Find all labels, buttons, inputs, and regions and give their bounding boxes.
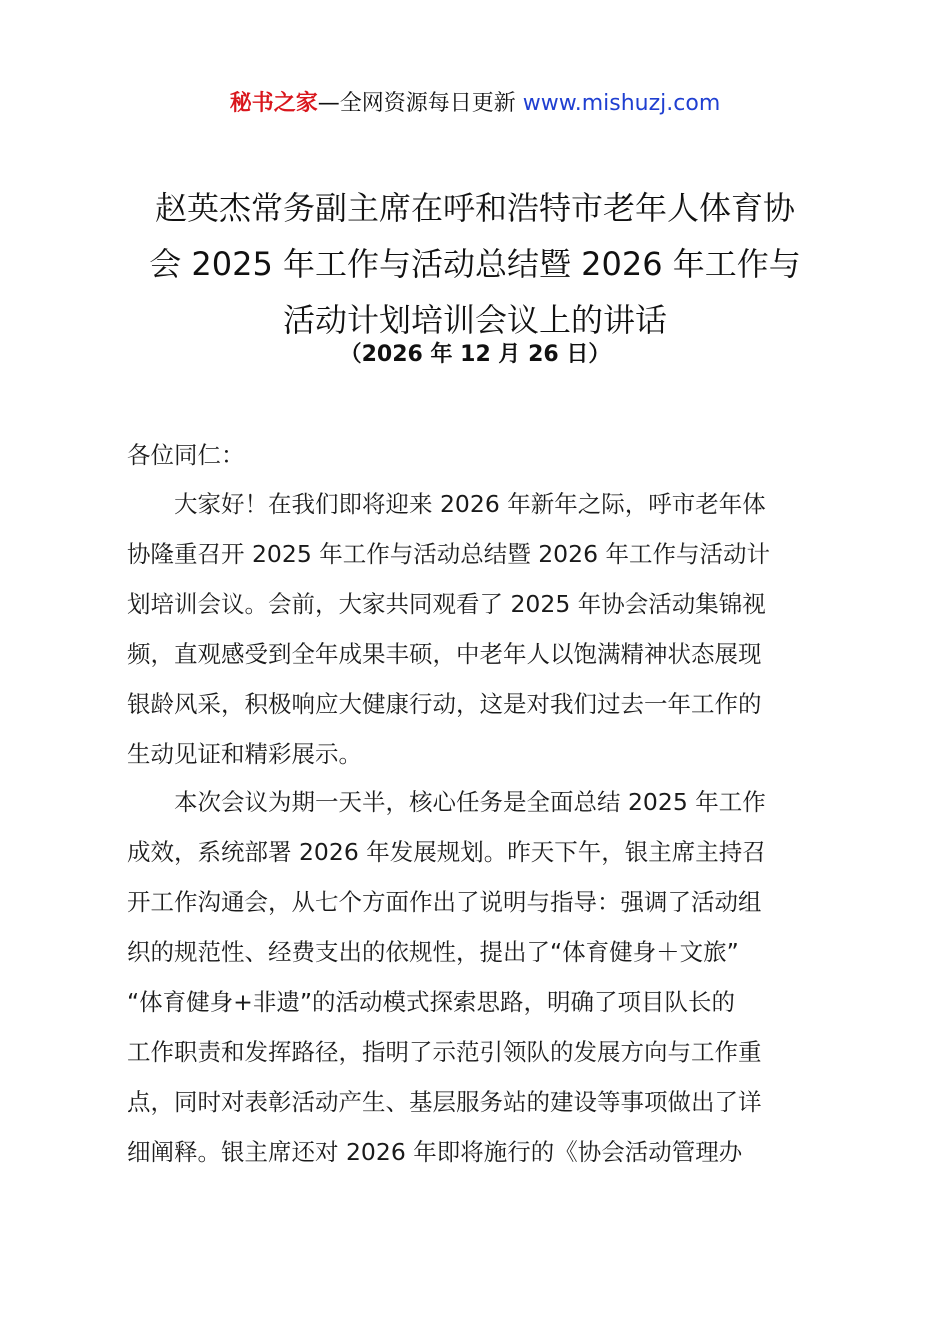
paragraph-line: 划培训会议。会前，大家共同观看了 2025 年协会活动集锦视 — [127, 590, 766, 618]
paragraph-line: 开工作沟通会，从七个方面作出了说明与指导：强调了活动组 — [127, 888, 762, 916]
paragraph-line: 工作职责和发挥路径，指明了示范引领队的发展方向与工作重 — [127, 1038, 762, 1066]
paragraph-line: 本次会议为期一天半，核心任务是全面总结 2025 年工作 — [174, 788, 766, 816]
paragraph-line: 成效，系统部署 2026 年发展规划。昨天下午，银主席主持召 — [127, 838, 766, 866]
paragraph-line: 银龄风采，积极响应大健康行动，这是对我们过去一年工作的 — [127, 690, 762, 718]
site-url-link[interactable]: www.mishuzj.com — [522, 91, 721, 116]
title-line: 会 2025 年工作与活动总结暨 2026 年工作与 — [149, 245, 801, 283]
salutation-text: 各位同仁： — [127, 441, 245, 469]
brand-name: 秘书之家 — [229, 91, 318, 116]
document-title — [118, 180, 832, 348]
site-header — [0, 88, 950, 120]
header-tagline: —全网资源每日更新 — [317, 91, 523, 116]
title-line: 赵英杰常务副主席在呼和浩特市老年人体育协 — [154, 189, 795, 227]
paragraph-line: 频，直观感受到全年成果丰硕，中老年人以饱满精神状态展现 — [127, 640, 762, 668]
paragraph-2 — [127, 777, 833, 1177]
title-line: 活动计划培训会议上的讲话 — [282, 301, 667, 339]
paragraph-line: “体育健身+非遗”的活动模式探索思路，明确了项目队长的 — [127, 988, 736, 1016]
paragraph-line: 生动见证和精彩展示。 — [127, 740, 362, 768]
salutation — [127, 430, 833, 480]
paragraph-line: 大家好！在我们即将迎来 2026 年新年之际，呼市老年体 — [174, 490, 766, 518]
paragraph-line: 织的规范性、经费支出的依规性，提出了“体育健身＋文旅” — [127, 938, 739, 966]
paragraph-line: 协隆重召开 2025 年工作与活动总结暨 2026 年工作与活动计 — [127, 540, 770, 568]
paragraph-1 — [127, 479, 833, 779]
paragraph-line: 点，同时对表彰活动产生、基层服务站的建设等事项做出了详 — [127, 1088, 762, 1116]
paragraph-line: 细阐释。银主席还对 2026 年即将施行的《协会活动管理办 — [127, 1138, 743, 1166]
speech-date: （2026 年 12 月 26 日） — [339, 342, 611, 367]
